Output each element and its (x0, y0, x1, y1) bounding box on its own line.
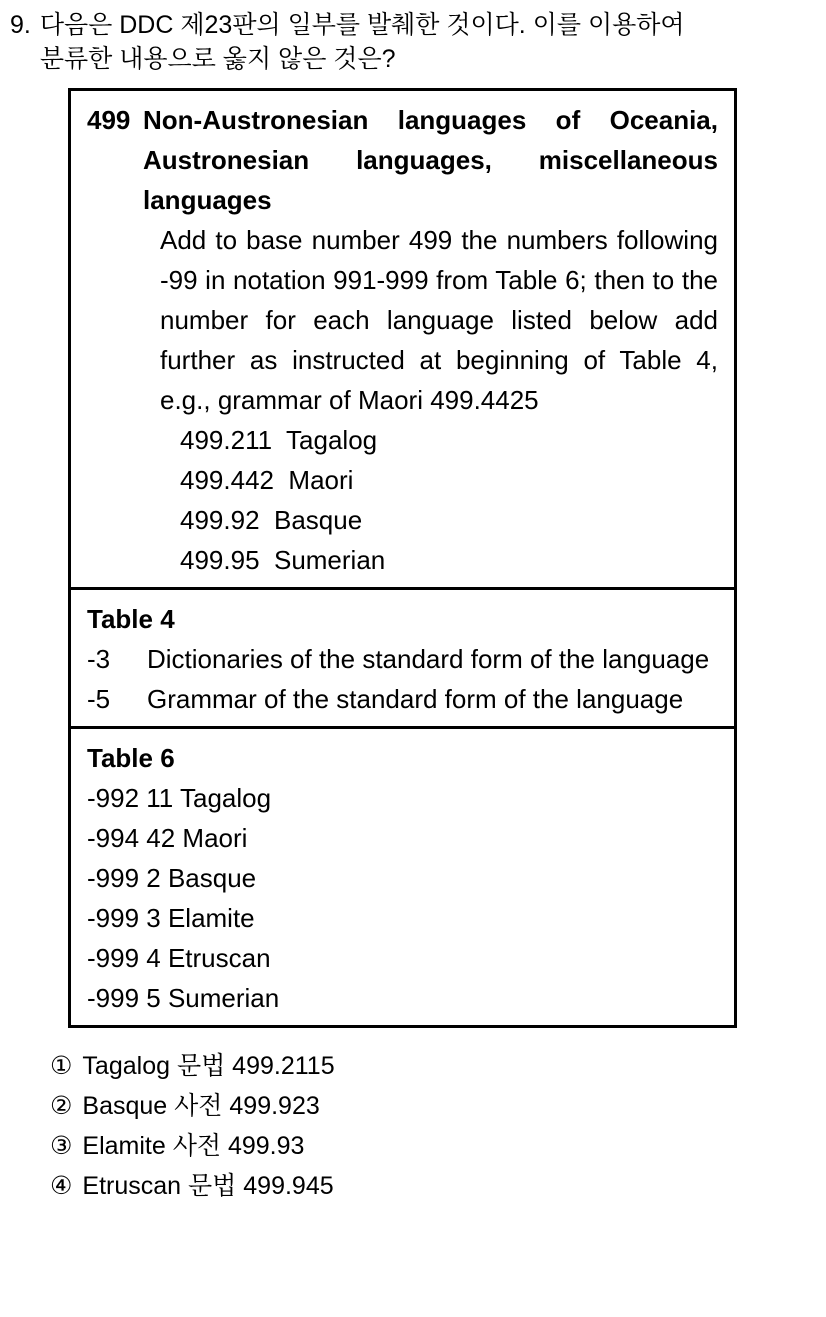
example-line: 499.95 Sumerian (180, 545, 386, 575)
example-line: 499.211 Tagalog (180, 425, 378, 455)
section-class-499 (71, 91, 734, 587)
option-3[interactable] (50, 1126, 826, 1166)
table-4-caption: Dictionaries of the standard form of the language (147, 644, 710, 674)
question-number: 9. (10, 11, 31, 39)
add-instruction-note: Add to base number 499 the numbers following -99 in notation 991-999 from Table 6; then to the number for each language listed below add further as instructed at beginning of Table 4, e.g., grammar of Maori 499.4425 (160, 225, 718, 415)
table-4-notation: -3 (87, 644, 111, 674)
table-4-entry (87, 639, 718, 679)
question-text-line1: 다음은 DDC 제23판의 일부를 발췌한 것이다. 이를 이용하여 (39, 11, 685, 39)
question-stem (10, 8, 810, 76)
table-6-entry: -999 2 Basque (87, 863, 257, 893)
option-2-text: Basque 사전 499.923 (82, 1092, 320, 1120)
question-text-line2: 분류한 내용으로 옳지 않은 것은? (39, 45, 396, 73)
option-4-text: Etruscan 문법 499.945 (82, 1172, 334, 1200)
table-4-title: Table 4 (87, 604, 175, 634)
option-1-text: Tagalog 문법 499.2115 (82, 1052, 335, 1080)
option-2-marker: ② (50, 1092, 73, 1120)
option-1[interactable] (50, 1046, 826, 1086)
table-6-entry: -999 3 Elamite (87, 903, 255, 933)
section-table-4 (71, 587, 734, 726)
option-1-marker: ① (50, 1052, 73, 1080)
table-6-entry: -994 42 Maori (87, 823, 248, 853)
option-2[interactable] (50, 1086, 826, 1126)
option-4-marker: ④ (50, 1172, 73, 1200)
table-4-caption: Grammar of the standard form of the language (147, 684, 684, 714)
answer-options (50, 1046, 826, 1206)
table-6-entry: -999 4 Etruscan (87, 943, 271, 973)
option-3-marker: ③ (50, 1132, 73, 1160)
table-4-notation: -5 (87, 684, 111, 714)
option-3-text: Elamite 사전 499.93 (82, 1132, 305, 1160)
table-6-entry: -992 11 Tagalog (87, 783, 272, 813)
class-caption: Non-Austronesian languages of Oceania, Austronesian languages, miscellaneous languages (143, 105, 718, 215)
example-line: 499.442 Maori (180, 465, 354, 495)
question-text (40, 8, 810, 76)
class-number-examples (180, 420, 718, 580)
section-table-6 (71, 726, 734, 1025)
class-number: 499 (87, 105, 131, 135)
table-4-entry (87, 679, 718, 719)
ddc-excerpt-box (68, 88, 737, 1028)
class-entry-heading (87, 100, 718, 220)
table-6-title: Table 6 (87, 743, 175, 773)
example-line: 499.92 Basque (180, 505, 363, 535)
table-6-entry: -999 5 Sumerian (87, 983, 280, 1013)
option-4[interactable] (50, 1166, 826, 1206)
